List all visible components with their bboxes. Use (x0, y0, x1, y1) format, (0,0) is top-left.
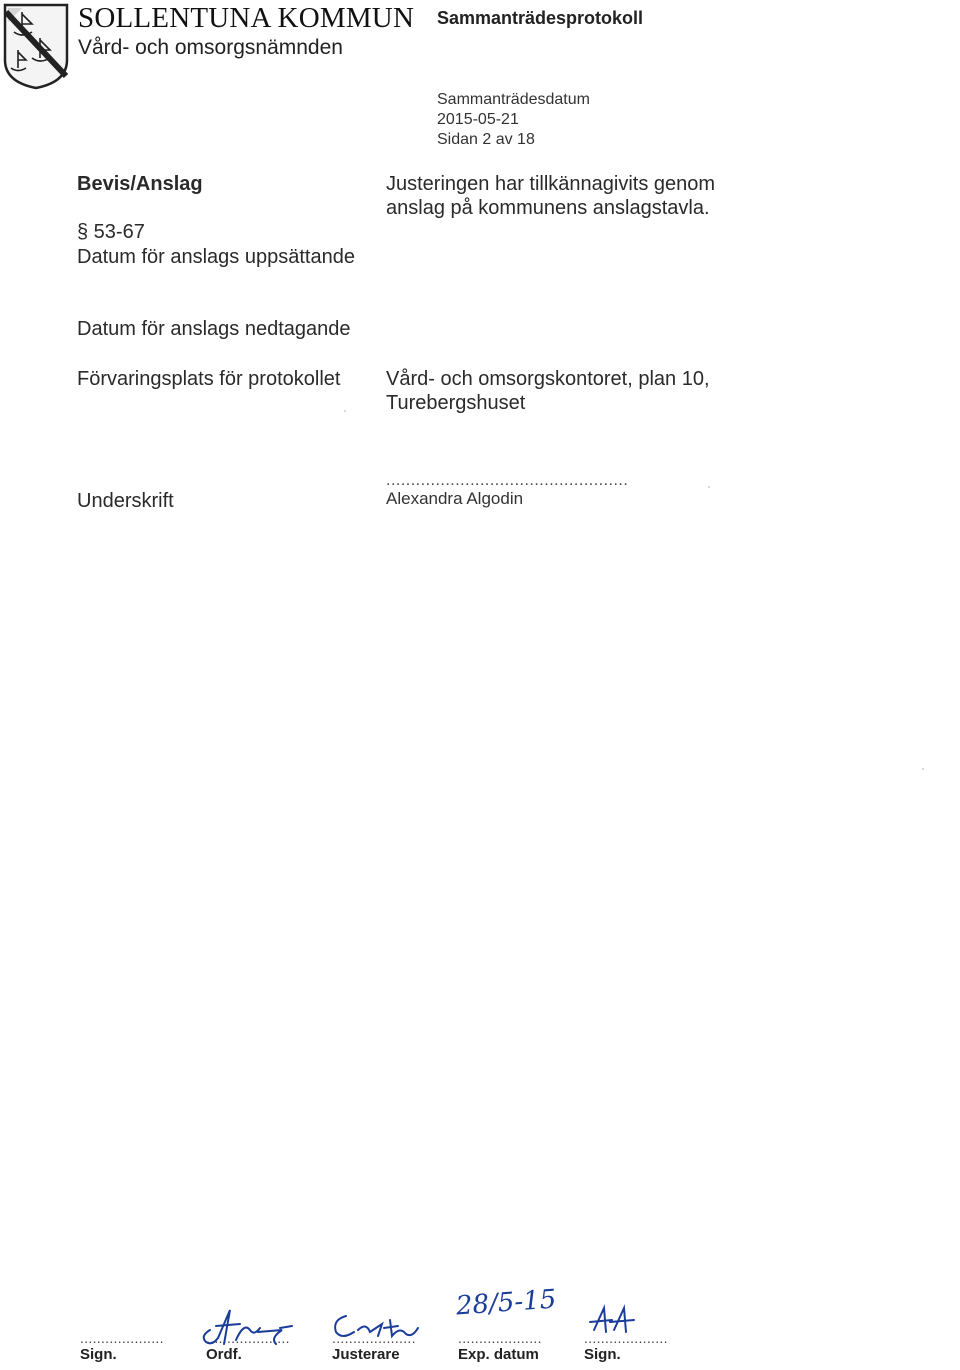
document-type: Sammanträdesprotokoll (437, 8, 644, 28)
removed-date-label: Datum för anslags nedtagande (77, 318, 351, 340)
signer-name: Alexandra Algodin (386, 489, 524, 508)
notice-text-line2: anslag på kommunens anslagstavla. (386, 197, 710, 219)
footer-label-adjuster: Justerare (332, 1346, 400, 1363)
page-number: Sidan 2 av 18 (437, 131, 535, 148)
scan-speck (708, 486, 710, 488)
footer-label-chair: Ordf. (206, 1346, 242, 1363)
organization-name: SOLLENTUNA KOMMUN (78, 2, 415, 34)
footer-line-3: .................... (332, 1330, 416, 1346)
meeting-date: 2015-05-21 (437, 111, 519, 128)
storage-location-line1: Vård- och omsorgskontoret, plan 10, (386, 368, 710, 390)
storage-label: Förvaringsplats för protokollet (77, 368, 341, 390)
footer-line-4: .................... (458, 1330, 542, 1346)
signature-line: ................................................. (386, 472, 629, 489)
handwritten-exp-date: 28/5-15 (455, 1284, 558, 1322)
footer-line-5: .................... (584, 1330, 668, 1346)
meeting-date-label: Sammanträdesdatum (437, 91, 590, 108)
chair-initials-signature (196, 1300, 306, 1352)
footer-line-2: .................... (206, 1330, 290, 1346)
footer-label-exp-date: Exp. datum (458, 1346, 539, 1363)
paragraph-range: § 53-67 (77, 221, 145, 243)
sign-initials-signature (584, 1300, 644, 1340)
adjuster-initials-signature (328, 1304, 428, 1344)
municipal-crest-icon (2, 2, 70, 90)
scan-speck (922, 768, 924, 770)
scan-speck (344, 410, 346, 412)
signature-label: Underskrift (77, 490, 174, 512)
board-name: Vård- och omsorgsnämnden (78, 36, 343, 59)
storage-location-line2: Turebergshuset (386, 392, 526, 414)
section-title: Bevis/Anslag (77, 173, 203, 195)
footer-label-sign-2: Sign. (584, 1346, 621, 1363)
footer-line-1: .................... (80, 1330, 164, 1346)
notice-text-line1: Justeringen har tillkännagivits genom (386, 173, 716, 195)
posted-date-label: Datum för anslags uppsättande (77, 246, 355, 268)
footer-label-sign: Sign. (80, 1346, 117, 1363)
